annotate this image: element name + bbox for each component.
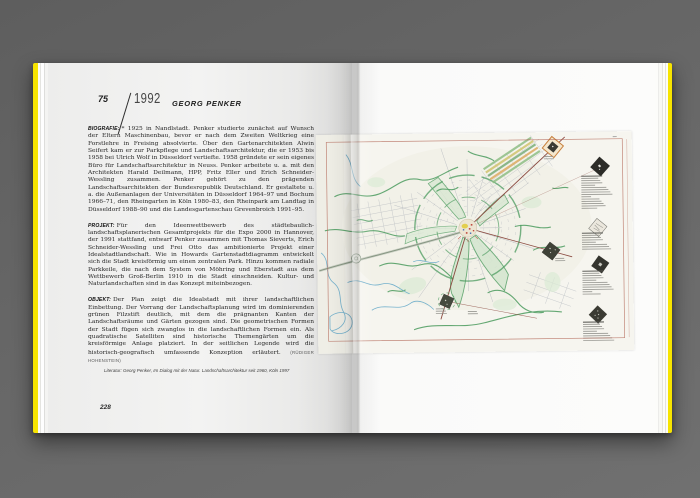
page-number: 228	[100, 404, 111, 411]
text-column	[88, 126, 314, 374]
project-label: PROJEKT:	[88, 222, 115, 229]
author-name: GEORG PENKER	[172, 99, 242, 108]
biography-paragraph	[88, 126, 314, 214]
literature-line: Literatur: Georg Penker, Im Dialog mit der Natur. Landschaftsarchitektur seit 1960, Köln 1997	[104, 368, 290, 374]
entry-year: 1992	[134, 91, 161, 107]
project-text: Für den Ideenwettbewerb des städtebaulich-landschaftsplanerischen Gesamtprojekts für die Expo 2000 in Hannover, der 1991 stattfand, entwarf Penker zusammen mit Thomas Sieverts, Erich Schneider-Wessling und Frei Otto das ambitionierte Projekt einer Idealstadtlandschaft. Wie in Howards Gartenstadtdiagramm entwickelt sich die Stadt kreisförmig um einen zentralen Park. Hinzu kommen radiale Parkkeile, die nach dem System von Möhring und Eberstadt aus dem Wettbewerb Groß-Berlin 1910 in die Stadt einschneiden. Kultur- und Naturlandschaften sind in das Konzept miteinbezogen.	[88, 222, 314, 288]
object-label: OBJEKT:	[88, 297, 112, 304]
project-paragraph	[88, 223, 314, 289]
book-fore-edge-right	[655, 63, 672, 433]
book-spread	[33, 63, 672, 433]
object-paragraph	[88, 297, 314, 365]
biography-text: * 1925 in Nandlstadt. Penker studierte zunächst auf Wunsch der Eltern Maschinenbau, bevor er nach dem Zweiten Weltkrieg eine Forstlehre in Freising absolvierte. Über den Gartenarchitekten Alwin Seifert kam er zur Parkpflege und Landschaftsarchitektur, die er 1953 bis 1958 bei Ulrich Wolf in Düsseldorf vertiefte. 1958 gründete er sein eigenes Büro für Landschaftsarchitektur in Neuss. Penker arbeitete u. a. mit den Architekten Harald Deilmann, HPP, Fritz Eller und Erich Schneider-Wessling zusammen. Penker gehört zu den prägenden Landschaftsarchitekten der Bundesrepublik Deutschland. Er gestaltete u. a. die Außenanlagen der Universitäten in Düsseldorf 1964–97 und Bochum 1966–71, den Rheingarten in Köln 1980–83, den Rheinpark am Landtag in Düsseldorf 1988–90 und die Landesgartenschau Grevenbroich 1991–95.	[88, 126, 314, 213]
entry-number: 75	[98, 94, 109, 104]
author-attribution: (RÜDIGER HOHENSTEIN)	[88, 349, 315, 363]
idealstadt-plan-drawing	[316, 131, 635, 354]
biography-label: BIOGRAFIE:	[88, 126, 120, 132]
fold-highlight	[342, 134, 364, 353]
page-left	[48, 63, 352, 433]
book-fore-edge-left	[33, 63, 48, 433]
object-text: Der Plan zeigt die Idealstadt mit ihrer landschaftlichen Einbettung. Der Vorrang der Landschaftsplanung wird im dominierenden grünen Filzstift deutlich, mit dem die prägnanten Kanten der Landschaftsräume und Gärten gezogen sind. Die geometrischen Formen der Stadt fügen sich zwanglos in die landschaftlichen Formen ein. Als quadratische Satelliten sind historische Themengärten um die kreisförmige Anlage platziert. In der seitlichen Legende wird die historisch-geografisch umfassende Konzeption erläutert.	[88, 297, 314, 356]
